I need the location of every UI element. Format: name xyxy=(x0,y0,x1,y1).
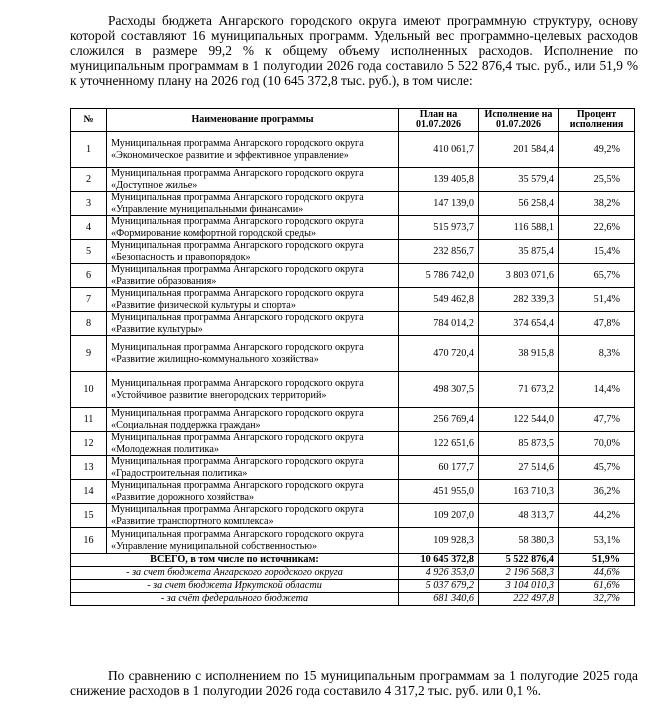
percent-value: 47,7% xyxy=(559,408,635,432)
source-label: - за счет бюджета Иркутской области xyxy=(71,580,399,593)
source-exec: 222 497,8 xyxy=(479,593,559,606)
program-name: Муниципальная программа Ангарского городского округа «Развитие дорожного хозяйства» xyxy=(107,480,399,504)
row-number: 3 xyxy=(71,192,107,216)
intro-paragraph: Расходы бюджета Ангарского городского округа имеют программную структуру, основу которой составляют 16 муниципальных программ. Удельный вес программно-целевых расходов сложился в размере 99,2 % к общему объему исполненных расходов. Исполнение по муниципальным программам в 1 полугодии 2026 года составило 5 522 876,4 тыс. руб., или 51,9 % к уточненному плану на 2026 год (10 645 372,8 тыс. руб.), в том числе: xyxy=(70,13,638,88)
outro-paragraph: По сравнению с исполнением по 15 муниципальным программам за 1 полугодие 2025 года снижение расходов в 1 полугодии 2026 года составило 4 317,2 тыс. руб. или 0,1 %. xyxy=(70,668,638,698)
table-row xyxy=(71,336,635,372)
table-row xyxy=(71,312,635,336)
plan-value: 232 856,7 xyxy=(399,240,479,264)
program-name: Муниципальная программа Ангарского городского округа «Формирование комфортной городской среды» xyxy=(107,216,399,240)
percent-value: 51,4% xyxy=(559,288,635,312)
exec-value: 122 544,0 xyxy=(479,408,559,432)
exec-value: 58 380,3 xyxy=(479,528,559,554)
plan-value: 451 955,0 xyxy=(399,480,479,504)
exec-value: 35 579,4 xyxy=(479,168,559,192)
program-name: Муниципальная программа Ангарского городского округа «Градостроительная политика» xyxy=(107,456,399,480)
row-number: 2 xyxy=(71,168,107,192)
plan-value: 5 786 742,0 xyxy=(399,264,479,288)
exec-value: 163 710,3 xyxy=(479,480,559,504)
program-name: Муниципальная программа Ангарского городского округа «Устойчивое развитие внегородских территорий» xyxy=(107,372,399,408)
plan-value: 498 307,5 xyxy=(399,372,479,408)
program-name: Муниципальная программа Ангарского городского округа «Развитие жилищно-коммунального хозяйства» xyxy=(107,336,399,372)
total-label: ВСЕГО, в том числе по источникам: xyxy=(71,554,399,567)
percent-value: 15,4% xyxy=(559,240,635,264)
total-plan: 10 645 372,8 xyxy=(399,554,479,567)
row-number: 8 xyxy=(71,312,107,336)
row-number: 4 xyxy=(71,216,107,240)
table-header-row xyxy=(71,109,635,132)
percent-value: 44,2% xyxy=(559,504,635,528)
table-row xyxy=(71,132,635,168)
program-name: Муниципальная программа Ангарского городского округа «Социальная поддержка граждан» xyxy=(107,408,399,432)
source-plan: 5 037 679,2 xyxy=(399,580,479,593)
exec-value: 282 339,3 xyxy=(479,288,559,312)
percent-value: 38,2% xyxy=(559,192,635,216)
exec-value: 71 673,2 xyxy=(479,372,559,408)
row-number: 1 xyxy=(71,132,107,168)
exec-value: 201 584,4 xyxy=(479,132,559,168)
exec-value: 48 313,7 xyxy=(479,504,559,528)
program-name: Муниципальная программа Ангарского городского округа «Безопасность и правопорядок» xyxy=(107,240,399,264)
percent-value: 36,2% xyxy=(559,480,635,504)
program-name: Муниципальная программа Ангарского городского округа «Управление муниципальной собственностью» xyxy=(107,528,399,554)
program-name: Муниципальная программа Ангарского городского округа «Развитие транспортного комплекса» xyxy=(107,504,399,528)
program-name: Муниципальная программа Ангарского городского округа «Развитие образования» xyxy=(107,264,399,288)
plan-value: 147 139,0 xyxy=(399,192,479,216)
table-row xyxy=(71,240,635,264)
exec-value: 38 915,8 xyxy=(479,336,559,372)
table-row xyxy=(71,480,635,504)
table-body xyxy=(71,132,635,606)
source-label: - за счёт федерального бюджета xyxy=(71,593,399,606)
percent-value: 14,4% xyxy=(559,372,635,408)
plan-value: 470 720,4 xyxy=(399,336,479,372)
percent-value: 47,8% xyxy=(559,312,635,336)
program-name: Муниципальная программа Ангарского городского округа «Управление муниципальными финансами» xyxy=(107,192,399,216)
row-number: 12 xyxy=(71,432,107,456)
percent-value: 8,3% xyxy=(559,336,635,372)
source-row xyxy=(71,580,635,593)
exec-value: 56 258,4 xyxy=(479,192,559,216)
program-name: Муниципальная программа Ангарского городского округа «Развитие культуры» xyxy=(107,312,399,336)
plan-value: 60 177,7 xyxy=(399,456,479,480)
plan-value: 515 973,7 xyxy=(399,216,479,240)
source-row xyxy=(71,593,635,606)
header-num: № xyxy=(71,109,107,132)
table-row xyxy=(71,168,635,192)
row-number: 9 xyxy=(71,336,107,372)
plan-value: 256 769,4 xyxy=(399,408,479,432)
source-row xyxy=(71,567,635,580)
table-row xyxy=(71,216,635,240)
table-row xyxy=(71,408,635,432)
total-percent: 51,9% xyxy=(559,554,635,567)
total-row xyxy=(71,554,635,567)
exec-value: 374 654,4 xyxy=(479,312,559,336)
source-label: - за счет бюджета Ангарского городского округа xyxy=(71,567,399,580)
percent-value: 70,0% xyxy=(559,432,635,456)
header-name: Наименование программы xyxy=(107,109,399,132)
table-row xyxy=(71,288,635,312)
percent-value: 25,5% xyxy=(559,168,635,192)
row-number: 5 xyxy=(71,240,107,264)
total-exec: 5 522 876,4 xyxy=(479,554,559,567)
row-number: 7 xyxy=(71,288,107,312)
percent-value: 53,1% xyxy=(559,528,635,554)
row-number: 6 xyxy=(71,264,107,288)
programs-table xyxy=(70,108,635,606)
table-row xyxy=(71,456,635,480)
table-row xyxy=(71,192,635,216)
plan-value: 109 207,0 xyxy=(399,504,479,528)
table-row xyxy=(71,528,635,554)
percent-value: 45,7% xyxy=(559,456,635,480)
plan-value: 139 405,8 xyxy=(399,168,479,192)
row-number: 10 xyxy=(71,372,107,408)
row-number: 11 xyxy=(71,408,107,432)
row-number: 16 xyxy=(71,528,107,554)
exec-value: 3 803 071,6 xyxy=(479,264,559,288)
source-percent: 32,7% xyxy=(559,593,635,606)
plan-value: 784 014,2 xyxy=(399,312,479,336)
percent-value: 65,7% xyxy=(559,264,635,288)
exec-value: 35 875,4 xyxy=(479,240,559,264)
program-name: Муниципальная программа Ангарского городского округа «Развитие физической культуры и спорта» xyxy=(107,288,399,312)
program-name: Муниципальная программа Ангарского городского округа «Молодежная политика» xyxy=(107,432,399,456)
plan-value: 549 462,8 xyxy=(399,288,479,312)
percent-value: 49,2% xyxy=(559,132,635,168)
row-number: 13 xyxy=(71,456,107,480)
header-plan: План на 01.07.2026 xyxy=(399,109,479,132)
table-row xyxy=(71,264,635,288)
exec-value: 85 873,5 xyxy=(479,432,559,456)
program-name: Муниципальная программа Ангарского городского округа «Доступное жилье» xyxy=(107,168,399,192)
header-pct: Процент исполнения xyxy=(559,109,635,132)
table-row xyxy=(71,372,635,408)
percent-value: 22,6% xyxy=(559,216,635,240)
source-percent: 44,6% xyxy=(559,567,635,580)
table-row xyxy=(71,504,635,528)
exec-value: 27 514,6 xyxy=(479,456,559,480)
exec-value: 116 588,1 xyxy=(479,216,559,240)
program-name: Муниципальная программа Ангарского городского округа «Экономическое развитие и эффективное управление» xyxy=(107,132,399,168)
header-exec: Исполнение на 01.07.2026 xyxy=(479,109,559,132)
plan-value: 410 061,7 xyxy=(399,132,479,168)
source-exec: 3 104 010,3 xyxy=(479,580,559,593)
row-number: 14 xyxy=(71,480,107,504)
row-number: 15 xyxy=(71,504,107,528)
source-exec: 2 196 568,3 xyxy=(479,567,559,580)
plan-value: 122 651,6 xyxy=(399,432,479,456)
source-percent: 61,6% xyxy=(559,580,635,593)
table-row xyxy=(71,432,635,456)
source-plan: 4 926 353,0 xyxy=(399,567,479,580)
source-plan: 681 340,6 xyxy=(399,593,479,606)
plan-value: 109 928,3 xyxy=(399,528,479,554)
